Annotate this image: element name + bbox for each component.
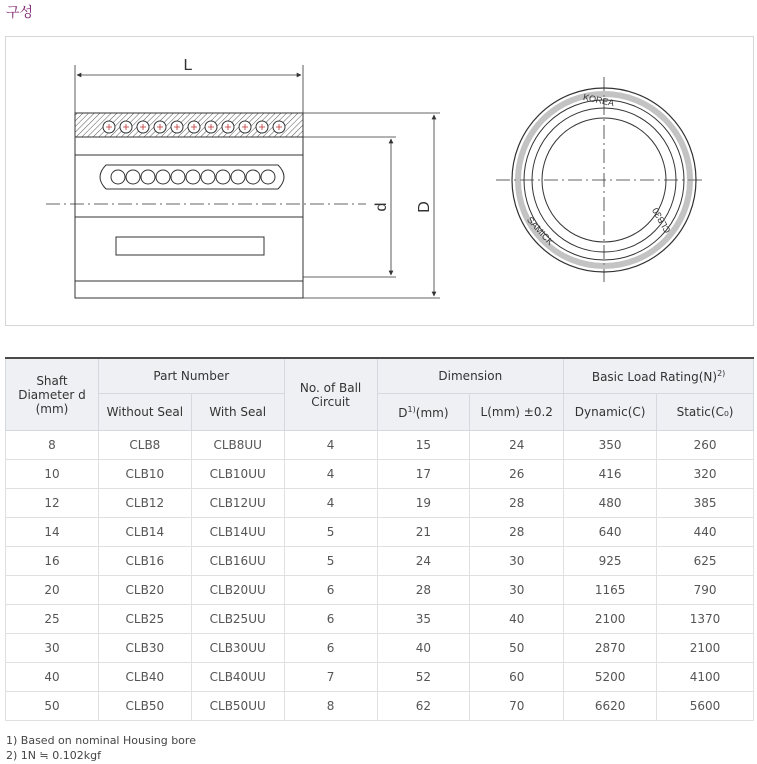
table-cell-with: CLB16UU bbox=[191, 547, 284, 576]
table-cell-dyn: 1165 bbox=[564, 576, 657, 605]
header-with-seal: With Seal bbox=[191, 394, 284, 431]
table-cell-with: CLB8UU bbox=[191, 431, 284, 460]
table-cell-d: 16 bbox=[6, 547, 99, 576]
dim-D-label: D bbox=[416, 201, 433, 213]
bearing-drawing-svg bbox=[6, 37, 755, 327]
header-without-seal: Without Seal bbox=[98, 394, 191, 431]
table-cell-D: 35 bbox=[377, 605, 470, 634]
header-shaft: Shaft Diameter d (mm) bbox=[6, 358, 99, 431]
table-cell-L: 40 bbox=[470, 605, 564, 634]
table-cell-d: 14 bbox=[6, 518, 99, 547]
side-view bbox=[46, 65, 440, 298]
table-cell-D: 15 bbox=[377, 431, 470, 460]
table-cell-L: 60 bbox=[470, 663, 564, 692]
table-cell-dyn: 925 bbox=[564, 547, 657, 576]
table-cell-dyn: 6620 bbox=[564, 692, 657, 721]
table-cell-L: 50 bbox=[470, 634, 564, 663]
table-row bbox=[6, 489, 754, 518]
table-cell-circuit: 5 bbox=[284, 518, 377, 547]
footnote-2: 2) 1N ≒ 0.102kgf bbox=[6, 749, 101, 762]
table-cell-with: CLB30UU bbox=[191, 634, 284, 663]
table-cell-D: 24 bbox=[377, 547, 470, 576]
table-cell-stat: 625 bbox=[657, 547, 754, 576]
section-title: 구성 bbox=[6, 5, 34, 21]
table-row bbox=[6, 460, 754, 489]
table-cell-without: CLB12 bbox=[98, 489, 191, 518]
table-cell-with: CLB12UU bbox=[191, 489, 284, 518]
front-view bbox=[496, 77, 706, 282]
header-L: L(mm) ±0.2 bbox=[470, 394, 564, 431]
table-cell-circuit: 7 bbox=[284, 663, 377, 692]
table-cell-d: 20 bbox=[6, 576, 99, 605]
table-cell-D: 21 bbox=[377, 518, 470, 547]
table-cell-D: 19 bbox=[377, 489, 470, 518]
table-cell-with: CLB25UU bbox=[191, 605, 284, 634]
ring-text-right: CLB30 bbox=[650, 206, 673, 235]
ring-text-top: KOREA bbox=[582, 91, 616, 109]
table-row bbox=[6, 605, 754, 634]
table-row bbox=[6, 634, 754, 663]
table-cell-D: 40 bbox=[377, 634, 470, 663]
table-cell-circuit: 4 bbox=[284, 431, 377, 460]
spec-table-body bbox=[6, 431, 754, 721]
header-static: Static(C₀) bbox=[657, 394, 754, 431]
table-cell-D: 52 bbox=[377, 663, 470, 692]
table-cell-stat: 2100 bbox=[657, 634, 754, 663]
table-cell-d: 30 bbox=[6, 634, 99, 663]
table-cell-stat: 385 bbox=[657, 489, 754, 518]
table-cell-d: 40 bbox=[6, 663, 99, 692]
table-cell-circuit: 5 bbox=[284, 547, 377, 576]
table-cell-without: CLB40 bbox=[98, 663, 191, 692]
table-cell-D: 28 bbox=[377, 576, 470, 605]
table-row bbox=[6, 692, 754, 721]
header-dynamic: Dynamic(C) bbox=[564, 394, 657, 431]
table-cell-stat: 4100 bbox=[657, 663, 754, 692]
table-cell-D: 62 bbox=[377, 692, 470, 721]
table-cell-without: CLB50 bbox=[98, 692, 191, 721]
table-cell-without: CLB8 bbox=[98, 431, 191, 460]
table-cell-with: CLB20UU bbox=[191, 576, 284, 605]
table-cell-circuit: 6 bbox=[284, 576, 377, 605]
footnotes bbox=[6, 733, 196, 763]
table-cell-stat: 320 bbox=[657, 460, 754, 489]
spec-table bbox=[5, 357, 754, 721]
table-row bbox=[6, 518, 754, 547]
footnote-1: 1) Based on nominal Housing bore bbox=[6, 734, 196, 747]
table-cell-L: 70 bbox=[470, 692, 564, 721]
dim-L-label: L bbox=[183, 57, 193, 74]
header-part-number: Part Number bbox=[98, 358, 284, 394]
dim-d-label: d bbox=[373, 202, 390, 212]
table-row bbox=[6, 663, 754, 692]
table-cell-D: 17 bbox=[377, 460, 470, 489]
table-cell-stat: 790 bbox=[657, 576, 754, 605]
table-cell-L: 30 bbox=[470, 547, 564, 576]
table-cell-stat: 5600 bbox=[657, 692, 754, 721]
table-cell-stat: 1370 bbox=[657, 605, 754, 634]
table-cell-dyn: 2870 bbox=[564, 634, 657, 663]
table-cell-d: 10 bbox=[6, 460, 99, 489]
header-dimension: Dimension bbox=[377, 358, 564, 394]
table-row bbox=[6, 547, 754, 576]
table-cell-with: CLB50UU bbox=[191, 692, 284, 721]
table-cell-dyn: 5200 bbox=[564, 663, 657, 692]
table-cell-with: CLB40UU bbox=[191, 663, 284, 692]
table-cell-dyn: 480 bbox=[564, 489, 657, 518]
table-row bbox=[6, 431, 754, 460]
table-row bbox=[6, 576, 754, 605]
table-cell-with: CLB10UU bbox=[191, 460, 284, 489]
header-D: $D^{1)}(mm)$ bbox=[377, 394, 470, 431]
table-cell-without: CLB25 bbox=[98, 605, 191, 634]
table-cell-circuit: 4 bbox=[284, 489, 377, 518]
table-cell-d: 25 bbox=[6, 605, 99, 634]
table-cell-d: 8 bbox=[6, 431, 99, 460]
table-cell-circuit: 4 bbox=[284, 460, 377, 489]
table-cell-without: CLB20 bbox=[98, 576, 191, 605]
table-cell-d: 12 bbox=[6, 489, 99, 518]
bearing-drawing bbox=[5, 36, 754, 326]
table-cell-L: 28 bbox=[470, 489, 564, 518]
table-cell-dyn: 416 bbox=[564, 460, 657, 489]
header-load-rating: Basic Load $Rating(N)^{2)}$ bbox=[564, 358, 754, 394]
table-cell-stat: 440 bbox=[657, 518, 754, 547]
table-cell-L: 24 bbox=[470, 431, 564, 460]
table-cell-d: 50 bbox=[6, 692, 99, 721]
table-cell-with: CLB14UU bbox=[191, 518, 284, 547]
table-cell-circuit: 8 bbox=[284, 692, 377, 721]
table-cell-dyn: 2100 bbox=[564, 605, 657, 634]
table-cell-without: CLB30 bbox=[98, 634, 191, 663]
table-cell-circuit: 6 bbox=[284, 634, 377, 663]
table-cell-L: 28 bbox=[470, 518, 564, 547]
table-cell-L: 26 bbox=[470, 460, 564, 489]
table-cell-dyn: 640 bbox=[564, 518, 657, 547]
table-cell-without: CLB14 bbox=[98, 518, 191, 547]
table-cell-circuit: 6 bbox=[284, 605, 377, 634]
table-cell-dyn: 350 bbox=[564, 431, 657, 460]
table-cell-without: CLB16 bbox=[98, 547, 191, 576]
table-cell-without: CLB10 bbox=[98, 460, 191, 489]
ring-text-left: SAMICK bbox=[524, 214, 556, 248]
header-ball-circuit: No. of Ball Circuit bbox=[284, 358, 377, 431]
table-cell-L: 30 bbox=[470, 576, 564, 605]
table-cell-stat: 260 bbox=[657, 431, 754, 460]
